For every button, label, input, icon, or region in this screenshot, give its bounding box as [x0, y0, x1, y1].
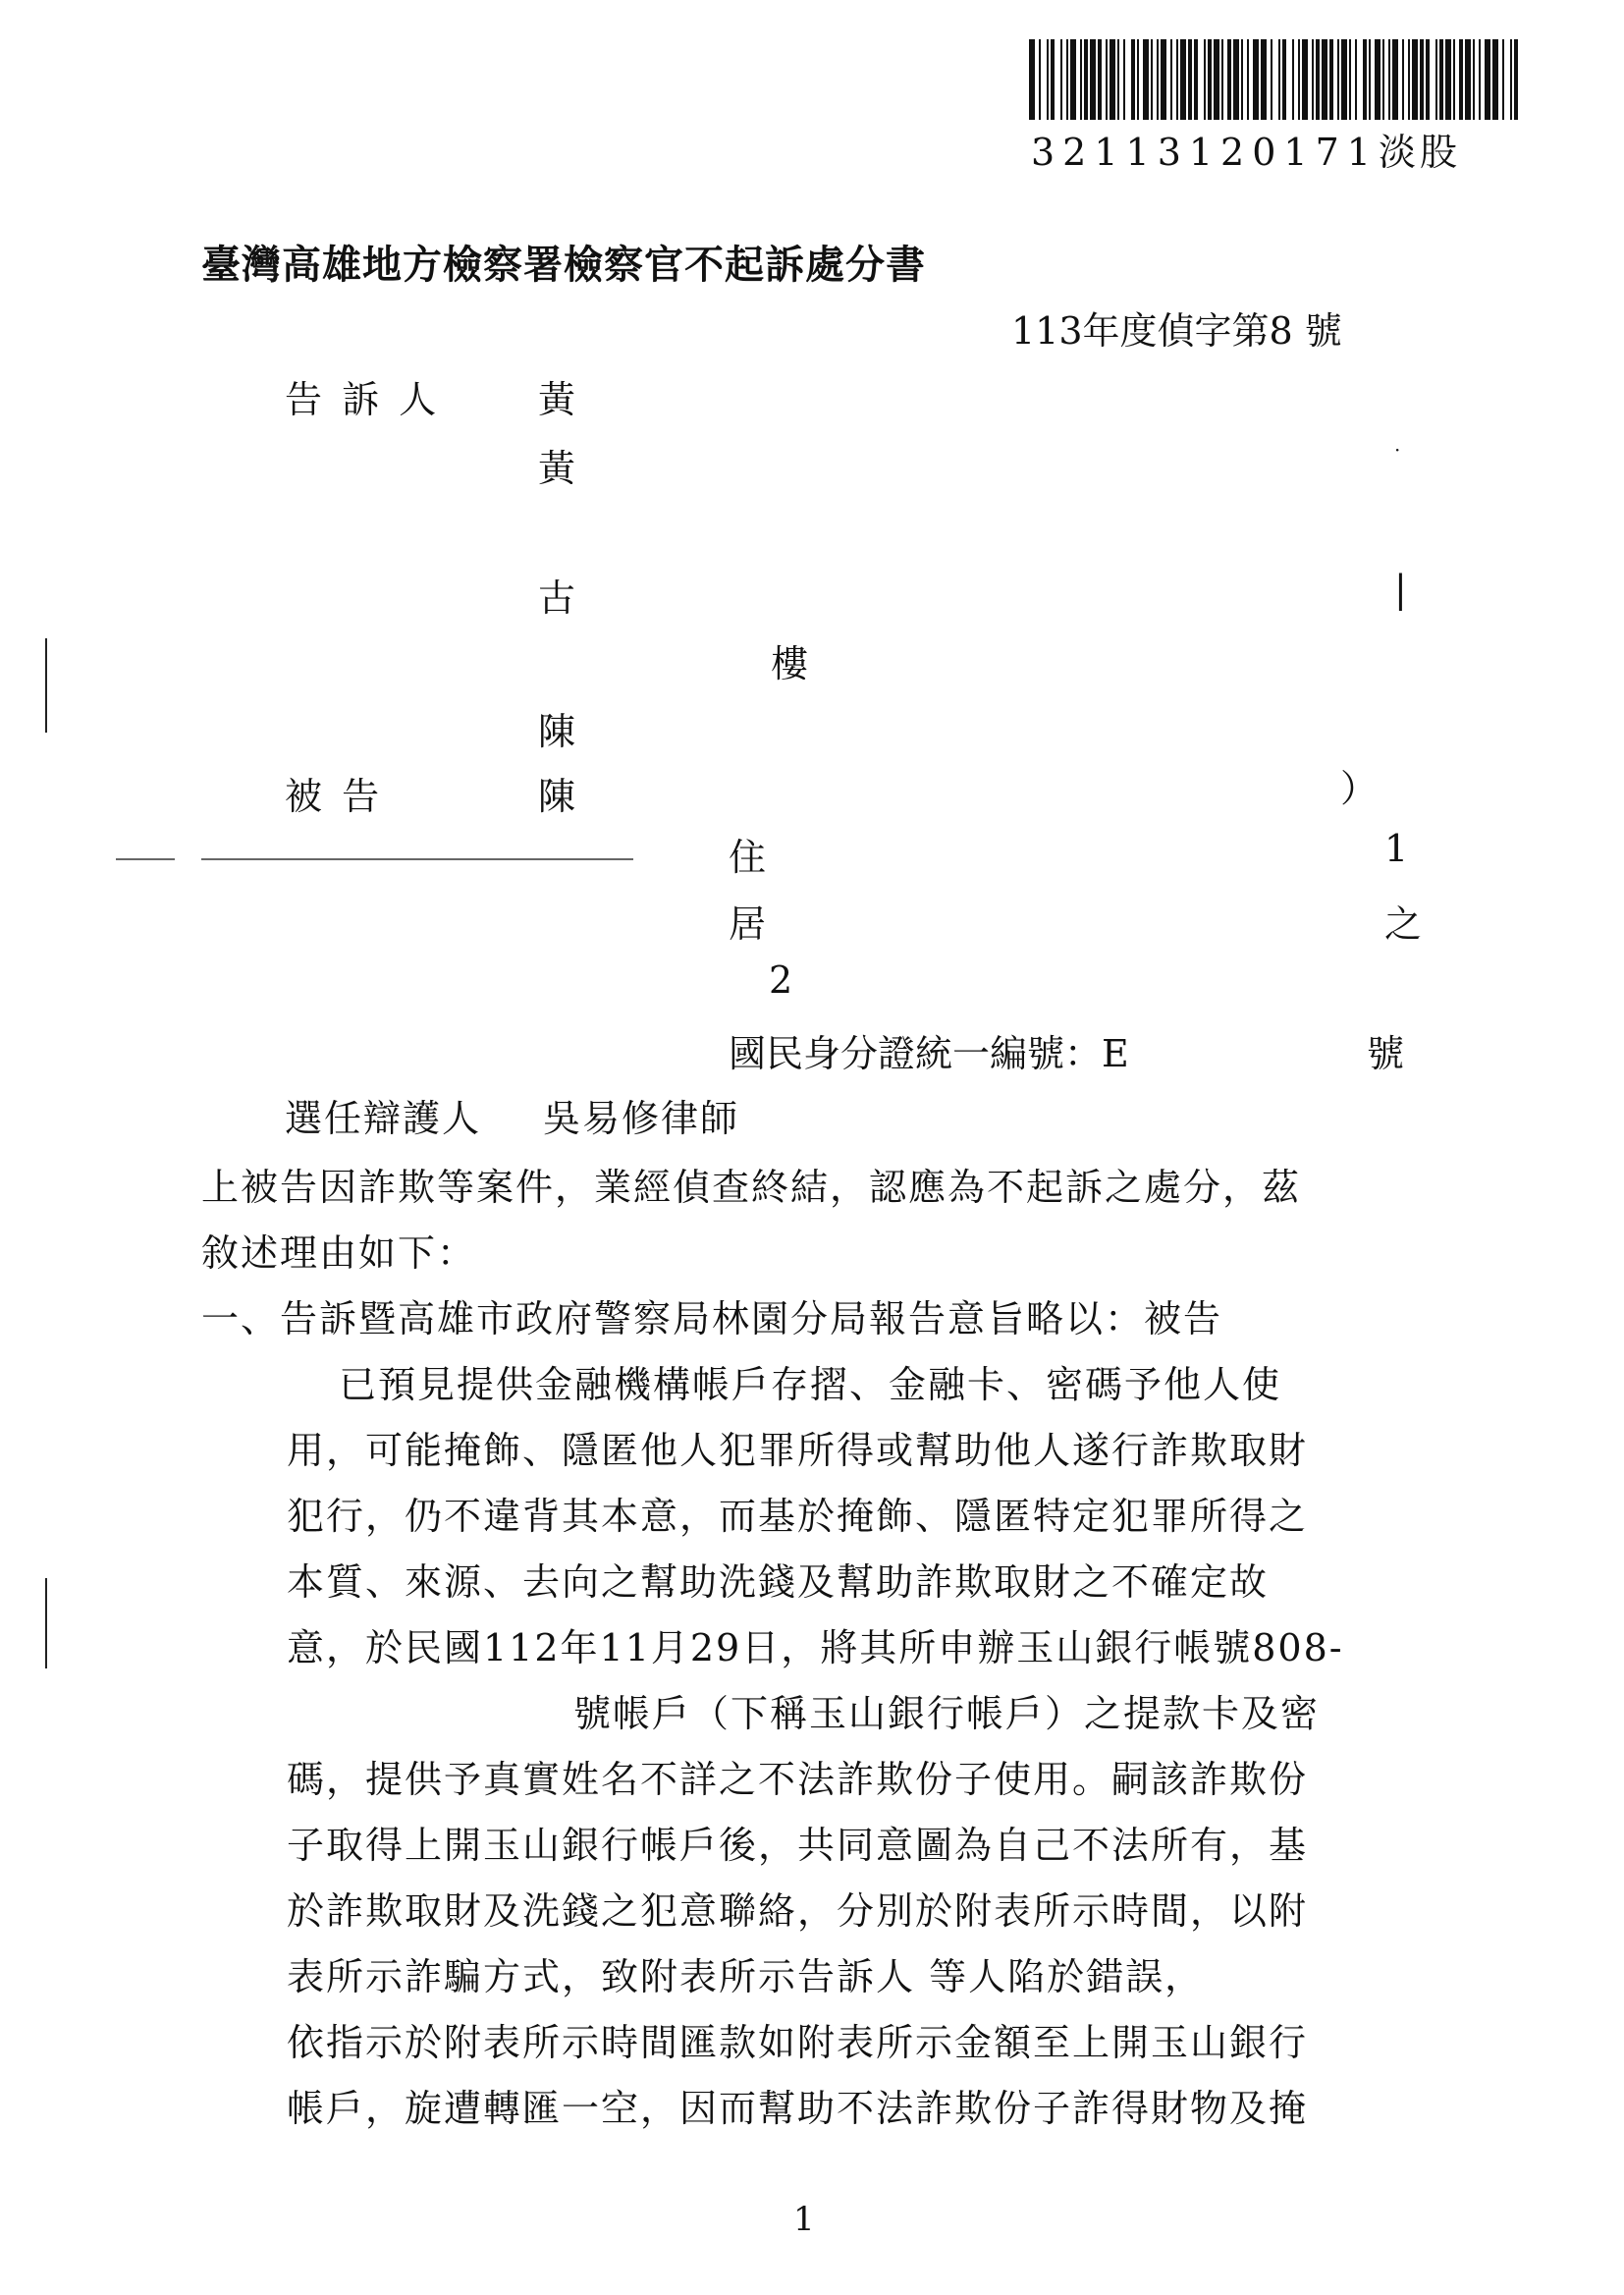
page-number: 1: [793, 2200, 815, 2239]
residence-end: 1: [1384, 827, 1409, 870]
barcode-bar: [1208, 39, 1212, 120]
dwelling-cont: 2: [769, 958, 793, 1002]
barcode-bar: [1098, 39, 1102, 120]
margin-mark-2: [45, 1578, 47, 1668]
barcode-bar: [1151, 39, 1153, 120]
barcode-bar: [1051, 39, 1055, 120]
barcode-number: [1031, 122, 1461, 176]
barcode-bar: [1292, 39, 1294, 120]
complainant-name-2: 黃: [538, 447, 576, 490]
barcode-bar: [1070, 39, 1076, 120]
barcode-bar: [1402, 39, 1404, 120]
section1-line-7: 號帳戶（下稱玉山銀行帳戶）之提款卡及密: [573, 1692, 1321, 1735]
section1-line-11: 表所示詐騙方式，致附表所示告訴人 等人陷於錯誤，: [287, 1955, 1205, 1998]
barcode-bar: [1329, 39, 1333, 120]
id-number-suffix: 號: [1367, 1032, 1405, 1075]
barcode-bar: [1369, 39, 1371, 120]
section1-line-1: 一、告訴暨高雄市政府警察局林園分局報告意旨略以：被告: [201, 1297, 1223, 1340]
scan-dash-2: [201, 858, 633, 860]
id-number-label: 國民身分證統一編號：E: [729, 1032, 1129, 1075]
defendant-name: 陳: [538, 775, 576, 818]
barcode-unit: 淡股: [1378, 131, 1461, 174]
barcode-bar: [1080, 39, 1082, 120]
barcode-bar: [1090, 39, 1096, 120]
barcode-bar: [1435, 39, 1437, 120]
complainant-label: 告 訴 人: [285, 378, 441, 421]
complainant-name-4: 陳: [538, 710, 576, 753]
barcode-bar: [1479, 39, 1481, 120]
barcode-bar: [1221, 39, 1223, 120]
barcode-bar: [1514, 39, 1518, 120]
barcode-image: [1029, 39, 1522, 120]
barcode-bar: [1204, 39, 1206, 120]
barcode-bar: [1131, 39, 1135, 120]
defense-counsel-name: 吳易修律師: [543, 1097, 740, 1140]
barcode-bar: [1510, 39, 1512, 120]
barcode-bar: [1355, 39, 1357, 120]
barcode-digits: 32113120171: [1031, 131, 1379, 174]
intro-line-1: 上被告因詐欺等案件，業經偵查終結，認應為不起訴之處分，茲: [201, 1166, 1302, 1209]
defense-counsel-label: 選任辯護人: [285, 1097, 482, 1140]
barcode-bar: [1029, 39, 1035, 120]
barcode-bar: [1176, 39, 1178, 120]
section1-line-13: 帳戶，旋遭轉匯一空，因而幫助不法詐欺份子詐得財物及掩: [287, 2087, 1309, 2130]
address-floor: 樓: [771, 642, 809, 685]
barcode-bar: [1039, 39, 1041, 120]
section1-line-10: 於詐欺取財及洗錢之犯意聯絡，分別於附表所示時間，以附: [287, 1889, 1309, 1933]
barcode-bar: [1233, 39, 1239, 120]
barcode-bar: [1408, 39, 1410, 120]
barcode-bar: [1106, 39, 1108, 120]
barcode-bar: [1117, 39, 1119, 120]
barcode-bar: [1341, 39, 1347, 120]
barcode-bar: [1123, 39, 1125, 120]
barcode-bar: [1247, 39, 1249, 120]
barcode-bar: [1420, 39, 1424, 120]
redaction-edge-mark: |: [1394, 568, 1407, 611]
barcode-bar: [1412, 39, 1418, 120]
margin-mark-1: [45, 638, 47, 733]
section1-line-6: 意，於民國112年11月29日，將其所申辦玉山銀行帳號808-: [287, 1626, 1344, 1669]
barcode-bar: [1382, 39, 1384, 120]
barcode-bar: [1157, 39, 1159, 120]
section1-line-12: 依指示於附表所示時間匯款如附表所示金額至上開玉山銀行: [287, 2021, 1309, 2064]
barcode-bar: [1066, 39, 1068, 120]
barcode-bar: [1322, 39, 1327, 120]
case-number: 113年度偵字第8 號: [1011, 309, 1342, 353]
barcode-bar: [1298, 39, 1300, 120]
barcode-bar: [1047, 39, 1049, 120]
barcode-bar: [1312, 39, 1314, 120]
complainant-name-3: 古: [538, 576, 576, 620]
scan-dash-1: [116, 858, 175, 860]
barcode-bar: [1110, 39, 1115, 120]
section1-line-3: 用，可能掩飾、隱匿他人犯罪所得或幫助他人遂行詐欺取財: [287, 1429, 1309, 1472]
defendant-paren: ）: [1340, 767, 1379, 810]
barcode-bar: [1143, 39, 1149, 120]
barcode-bar: [1282, 39, 1286, 120]
barcode-bar: [1084, 39, 1088, 120]
barcode-bar: [1459, 39, 1463, 120]
barcode-bar: [1375, 39, 1380, 120]
barcode-bar: [1161, 39, 1166, 120]
barcode-bar: [1445, 39, 1451, 120]
barcode-bar: [1492, 39, 1498, 120]
barcode-bar: [1241, 39, 1243, 120]
section1-line-8: 碼，提供予真實姓名不詳之不法詐欺份子使用。嗣該詐欺份: [287, 1758, 1309, 1801]
document-title: 臺灣高雄地方檢察署檢察官不起訴處分書: [201, 242, 926, 288]
dwelling-end: 之: [1384, 902, 1423, 946]
barcode-bar: [1337, 39, 1339, 120]
barcode-bar: [1278, 39, 1280, 120]
barcode-bar: [1363, 39, 1367, 120]
barcode-bar: [1465, 39, 1471, 120]
residence-label: 住: [729, 836, 767, 879]
barcode-bar: [1473, 39, 1475, 120]
barcode-bar: [1349, 39, 1351, 120]
barcode-bar: [1392, 39, 1398, 120]
barcode-bar: [1388, 39, 1390, 120]
barcode-bar: [1180, 39, 1186, 120]
barcode-bar: [1439, 39, 1443, 120]
barcode-bar: [1316, 39, 1320, 120]
intro-line-2: 敘述理由如下：: [201, 1231, 477, 1275]
barcode-bar: [1453, 39, 1455, 120]
barcode-bar: [1214, 39, 1219, 120]
barcode-bar: [1502, 39, 1504, 120]
complainant-name-1: 黃: [538, 378, 576, 421]
barcode-bar: [1194, 39, 1198, 120]
barcode-bar: [1426, 39, 1430, 120]
defendant-label: 被 告: [285, 775, 384, 818]
barcode-bar: [1060, 39, 1062, 120]
barcode-bar: [1302, 39, 1308, 120]
section1-line-9: 子取得上開玉山銀行帳戶後，共同意圖為自己不法所有，基: [287, 1824, 1309, 1867]
dwelling-label: 居: [729, 902, 767, 946]
barcode-bar: [1188, 39, 1192, 120]
barcode-bar: [1227, 39, 1231, 120]
barcode-bar: [1485, 39, 1490, 120]
section1-line-5: 本質、來源、去向之幫助洗錢及幫助詐欺取財之不確定故: [287, 1560, 1270, 1604]
barcode-bar: [1170, 39, 1172, 120]
section1-line-2: 已預見提供金融機構帳戶存摺、金融卡、密碼予他人使: [339, 1363, 1282, 1406]
barcode-bar: [1271, 39, 1272, 120]
barcode-bar: [1261, 39, 1267, 120]
barcode-bar: [1253, 39, 1259, 120]
barcode-bar: [1137, 39, 1139, 120]
redaction-dot: ·: [1394, 438, 1401, 462]
section1-line-4: 犯行，仍不違背其本意，而基於掩飾、隱匿特定犯罪所得之: [287, 1495, 1309, 1538]
